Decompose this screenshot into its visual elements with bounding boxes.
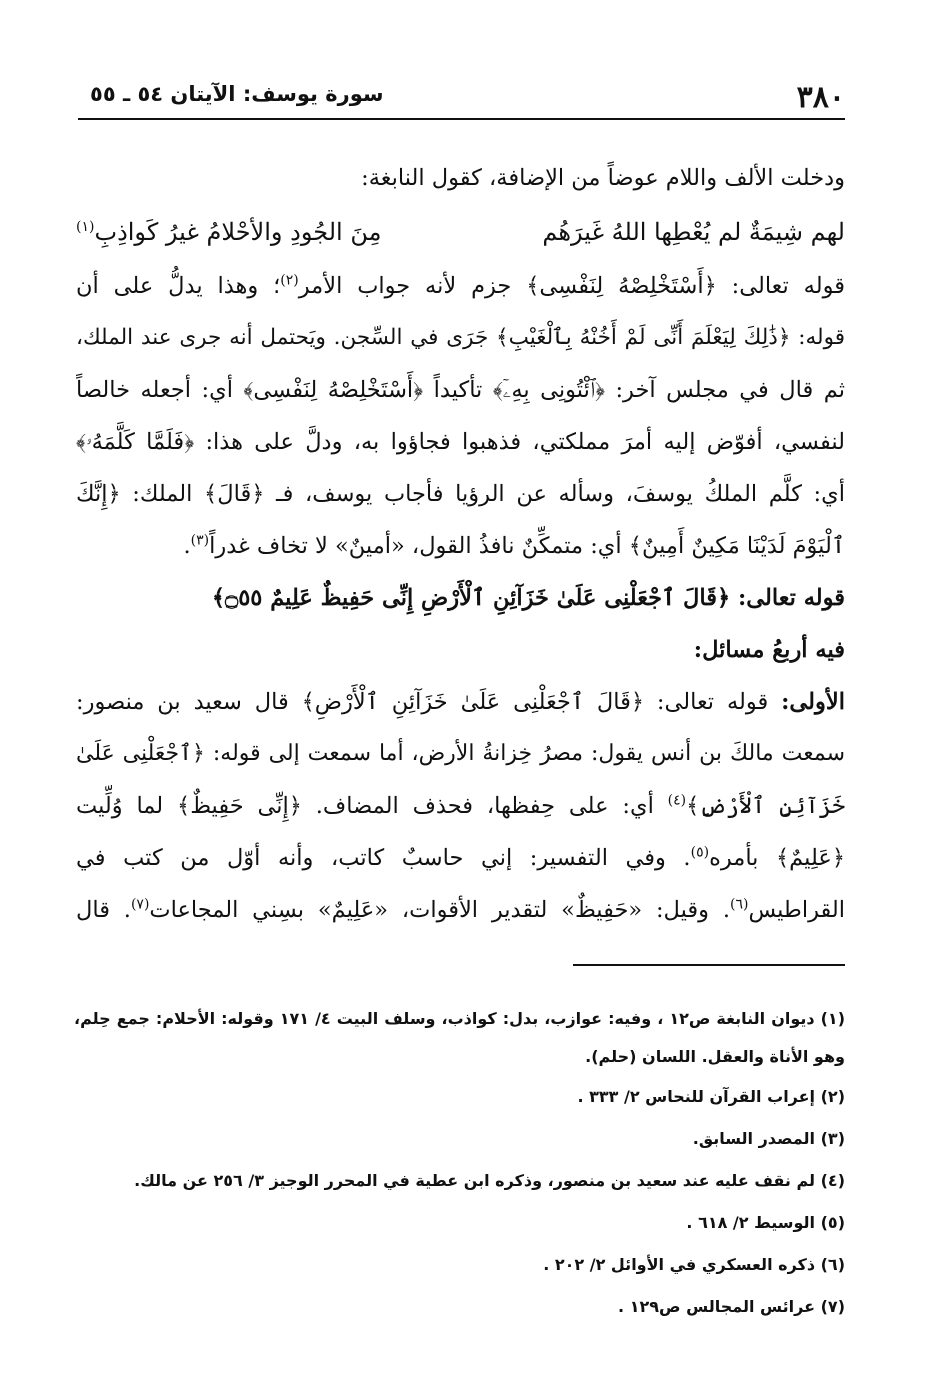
section-heading: قوله تعالى: ﴿قَالَ ٱجْعَلْنِى عَلَىٰ خَزَآئِنِ ٱلْأَرْضِ إِنِّى حَفِيظٌ عَلِيمٌ ۝٥٥﴾ [211, 585, 845, 611]
footnote: (٧) عرائس المجالس ص١٢٩ . [618, 1297, 845, 1316]
text-line: قوله تعالى: ﴿أَسْتَخْلِصْهُ لِنَفْسِى﴾ جزم لأنه جواب الأمر$^{(٢)}$؛ وهذا يدلُّ على أن [76, 272, 845, 299]
text-line: لنفسي، أفوّض إليه أمرَ مملكتي، فذهبوا فجاؤوا به، ودلَّ على هذا: ﴿فَلَمَّا كَلَّمَهُۥ﴾ [76, 429, 845, 455]
text-line: سمعت مالكَ بن أنس يقول: مصرُ خِزانةُ الأرض، أما سمعت إلى قوله: ﴿ٱجْعَلْنِى عَلَىٰ [76, 741, 845, 766]
verse-second-hemistich: مِنَ الجُودِ والأحْلامُ غيرُ كَواذِبِ$^{(١)}$ [76, 218, 382, 246]
footnote-separator [573, 964, 845, 966]
verse-first-hemistich: لهم شِيمَةٌ لم يُعْطِها اللهُ غَيرَهُم [542, 218, 845, 246]
page-number: ٣٨٠ [796, 80, 845, 115]
poetry-verse [76, 204, 845, 260]
text-line: القراطيس$^{(٦)}$. وقيل: «حَفِيظٌ» لتقدير الأقوات، «عَلِيمٌ» بسِني المجاعات$^{(٧)}$. قال [76, 896, 845, 923]
text-line: ﴿عَلِيمٌ﴾ بأمره$^{(٥)}$. وفي التفسير: إني حاسبٌ كاتب، وأنه أوّل من كتب في [76, 844, 845, 871]
issue-label: الأولى: [781, 689, 845, 715]
footnote: (٤) لم نقف عليه عند سعيد بن منصور، وذكره ابن عطية في المحرر الوجيز ٣/ ٢٥٦ عن مالك. [134, 1171, 845, 1190]
footnote-ref: (٤) [667, 792, 687, 809]
text-line: ثم قال في مجلس آخر: ﴿ٱئْتُونِى بِهِۦٓ﴾ تأكيداً ﴿أَسْتَخْلِصْهُ لِنَفْسِى﴾ أي: أجعله خالصاً [76, 377, 845, 403]
footnote-ref: (٢) [280, 272, 299, 289]
page-header [78, 72, 845, 120]
footnote-ref: (٧) [130, 896, 150, 913]
footnote-ref: (٦) [729, 896, 749, 913]
text-line: ودخلت الألف واللام عوضاً من الإضافة، كقول النابغة: [361, 165, 845, 191]
footnote: (١) ديوان النابغة ص١٢ ، وفيه: عوازب، بدل: كواذب، وسلف البيت ٤/ ١٧١ وقوله: الأحلام: جمع حِلم، وهو الأناة والعقل. اللسان (حلم). [74, 1009, 845, 1066]
text-line: أي: كلَّم الملكُ يوسفَ، وسأله عن الرؤيا فأجاب يوسف، فـ ﴿قَالَ﴾ الملك: ﴿إِنَّكَ [76, 481, 845, 507]
footnote: (٦) ذكره العسكري في الأوائل ٢/ ٢٠٢ . [543, 1255, 845, 1274]
footnote-ref: (٣) [190, 532, 210, 549]
footnote: (٢) إعراب القرآن للنحاس ٢/ ٣٣٣ . [577, 1087, 845, 1106]
running-head: سورة يوسف: الآيتان ٥٤ ـ ٥٥ [90, 82, 384, 106]
footnote-ref: (١) [76, 219, 95, 235]
section-subheading: فيه أربعُ مسائل: [693, 637, 845, 663]
footnote: (٣) المصدر السابق. [692, 1129, 845, 1148]
text-line: خَزَآئِنِ ٱلْأَرْضِ﴾$^{(٤)}$ أي: على حِفظها، فحذف المضاف. ﴿إِنِّى حَفِيظٌ﴾ لما وُلِّيت [76, 792, 845, 819]
main-text [76, 152, 845, 936]
text-line: الأولى: قوله تعالى: ﴿قَالَ ٱجْعَلْنِى عَلَىٰ خَزَآئِنِ ٱلْأَرْضِ﴾ قال سعيد بن منصور: [76, 689, 845, 715]
footnotes [74, 1000, 845, 1328]
text-line: قوله: ﴿ذَٰلِكَ لِيَعْلَمَ أَنِّى لَمْ أَخُنْهُ بِٱلْغَيْبِ﴾ جَرَى في السِّجن. ويَحتمل أنه جرى عند الملك، [76, 325, 845, 350]
footnote: (٥) الوسيط ٢/ ٦١٨ . [686, 1213, 845, 1232]
footnote-ref: (٥) [690, 844, 710, 861]
text-line: ٱلْيَوْمَ لَدَيْنَا مَكِينٌ أَمِينٌ﴾ أي: متمكِّنٌ نافذُ القول، «أمينٌ» لا تخاف غدراً$^{(٣)}$. [183, 532, 845, 559]
